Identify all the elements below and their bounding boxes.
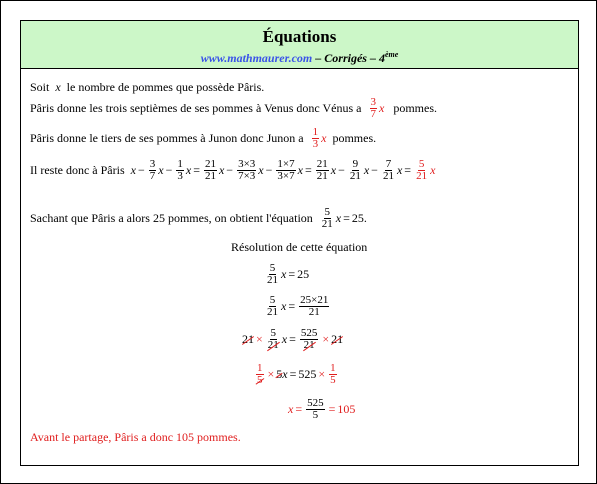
fraction	[382, 159, 395, 182]
step-2	[264, 295, 331, 318]
op: =	[193, 163, 200, 177]
fraction	[276, 159, 295, 182]
num: 3	[149, 158, 156, 170]
line-3	[30, 127, 376, 150]
op: =	[289, 367, 297, 381]
num: 525	[307, 397, 324, 409]
text: Pâris donne les trois septièmes de ses pommes à Venus donc Vénus a	[30, 101, 362, 115]
cancelled-21: 21	[331, 332, 344, 346]
den: 21	[204, 170, 216, 182]
text: .	[363, 211, 367, 225]
num: 1	[177, 158, 183, 170]
var-x: x	[288, 402, 294, 416]
op: −	[371, 163, 378, 177]
line-2	[30, 97, 437, 120]
var-x: x	[335, 211, 342, 225]
den: 5	[312, 409, 319, 421]
op: −	[226, 163, 234, 177]
op: =	[343, 211, 350, 225]
text: Il reste donc à Pâris	[30, 163, 125, 177]
op: =	[289, 332, 296, 346]
fraction	[237, 159, 256, 182]
den: 21	[267, 274, 278, 286]
var-x: x	[281, 267, 287, 281]
num: 5	[324, 206, 331, 218]
num: 3×3	[238, 158, 256, 170]
den: 3	[312, 138, 319, 150]
fraction	[329, 363, 337, 386]
num: 1	[257, 362, 263, 374]
site-link[interactable]: www.mathmaurer.com	[200, 51, 313, 65]
text: Soit	[30, 80, 50, 94]
den: 21	[349, 170, 361, 182]
var-x: x	[281, 299, 287, 313]
resolution-title	[231, 240, 367, 255]
var-x: x	[379, 101, 385, 115]
header	[21, 21, 578, 69]
step-3	[242, 328, 343, 351]
op: =	[304, 163, 312, 177]
den: 21	[267, 306, 278, 318]
num: 1	[312, 126, 319, 138]
op: =	[328, 402, 336, 416]
fraction-1-3	[312, 127, 320, 150]
fraction	[204, 159, 217, 182]
page-title: Équations	[262, 27, 337, 46]
den: 7×3	[238, 170, 256, 182]
fraction	[266, 263, 279, 286]
op: =	[288, 267, 296, 281]
op: ×	[267, 367, 275, 381]
num: 3	[370, 96, 377, 108]
op: −	[165, 163, 173, 177]
fraction	[349, 159, 362, 182]
text: pommes.	[332, 131, 377, 145]
step-4	[254, 363, 339, 386]
var-x: x	[297, 163, 303, 177]
num: 21	[204, 158, 216, 170]
value: 25	[351, 211, 364, 225]
num: 21	[316, 158, 328, 170]
fraction-3-7	[370, 97, 378, 120]
fraction	[316, 159, 329, 182]
var-x: x	[396, 163, 403, 177]
text: le nombre de pommes que possède Pâris.	[66, 80, 265, 94]
op: −	[338, 163, 345, 177]
den: 5	[330, 374, 336, 386]
var-x: x	[258, 163, 264, 177]
cancelled-5: 5	[276, 367, 283, 381]
text: Avant le partage, Pâris a donc 105 pommes.	[30, 430, 241, 444]
den: 21	[321, 218, 333, 230]
den: 21	[382, 170, 394, 182]
step-5	[288, 398, 355, 421]
fraction-result	[415, 159, 428, 182]
den: 3×7	[277, 170, 295, 182]
fraction	[256, 363, 264, 386]
fraction	[300, 328, 319, 351]
fraction	[267, 328, 280, 351]
var-x: x	[158, 163, 164, 177]
num: 5	[269, 262, 276, 274]
op: =	[404, 163, 412, 177]
op: −	[265, 163, 273, 177]
value: 105	[337, 402, 356, 416]
num: 9	[352, 158, 359, 170]
var-x: x	[130, 163, 136, 177]
num: 7	[385, 158, 392, 170]
num: 1	[330, 362, 336, 374]
text: Pâris donne le tiers de ses pommes à Junon donc Junon a	[30, 131, 304, 145]
value: 525	[298, 367, 317, 381]
den: 7	[370, 108, 377, 120]
num: 5	[418, 158, 425, 170]
op: −	[137, 163, 145, 177]
var-x: x	[321, 131, 327, 145]
den: 3	[177, 170, 183, 182]
fraction	[149, 159, 157, 182]
num: 25×21	[300, 294, 329, 306]
line-5	[30, 207, 367, 230]
den: 21	[316, 170, 328, 182]
var-x: x	[55, 80, 61, 94]
fraction	[299, 295, 329, 318]
den: 5	[257, 374, 263, 386]
den: 7	[149, 170, 156, 182]
step-1	[264, 263, 309, 286]
var-x: x	[281, 332, 288, 346]
text: pommes.	[393, 101, 438, 115]
num: 1×7	[277, 158, 295, 170]
cancelled-21: 21	[242, 332, 254, 346]
exercise-card	[20, 20, 579, 466]
level: 4	[378, 51, 385, 65]
var-x: x	[282, 367, 288, 381]
subtitle	[21, 47, 578, 66]
var-x: x	[363, 163, 370, 177]
fraction	[321, 207, 334, 230]
value: 25	[297, 267, 310, 281]
var-x: x	[430, 163, 436, 177]
den: 21	[267, 339, 279, 351]
var-x: x	[218, 163, 225, 177]
line-4	[30, 159, 435, 182]
conclusion	[30, 430, 241, 445]
num: 5	[270, 327, 277, 339]
num: 525	[300, 327, 318, 339]
op: ×	[318, 367, 326, 381]
num: 5	[269, 294, 276, 306]
den: 21	[303, 339, 315, 351]
line-1	[30, 80, 264, 95]
op: =	[288, 299, 296, 313]
op: =	[295, 402, 303, 416]
subtitle-sep: – Corrigés –	[312, 51, 379, 65]
level-sup: ème	[384, 50, 399, 59]
text: Sachant que Pâris a alors 25 pommes, on obtient l'équation	[30, 211, 313, 225]
fraction	[176, 159, 184, 182]
den: 21	[308, 306, 320, 318]
fraction	[306, 398, 325, 421]
op: ×	[322, 332, 330, 346]
op: ×	[256, 332, 263, 346]
fraction	[266, 295, 279, 318]
var-x: x	[185, 163, 192, 177]
den: 21	[416, 170, 428, 182]
text: Résolution de cette équation	[231, 240, 368, 254]
var-x: x	[330, 163, 337, 177]
